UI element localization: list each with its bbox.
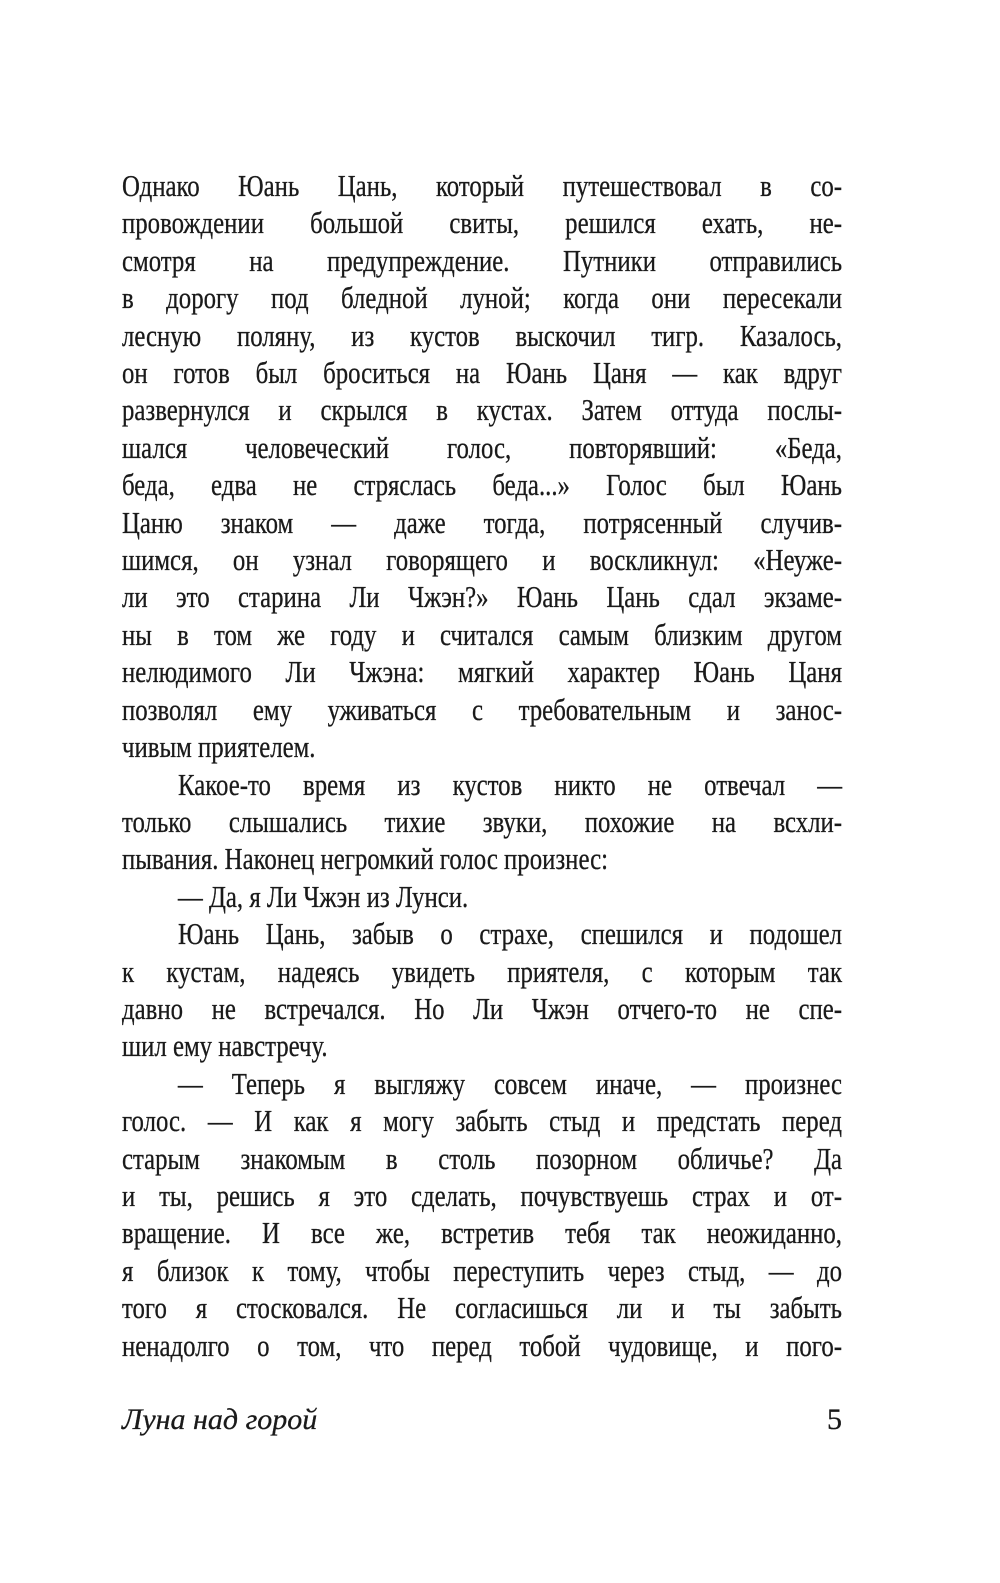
- text-line: давно не встречался. Но Ли Чжэн отчего-то не спе-: [122, 990, 842, 1026]
- text-line: беда, едва не стряслась беда...» Голос был Юань: [122, 467, 842, 503]
- text-line: ли это старина Ли Чжэн?» Юань Цань сдал экзаме-: [122, 579, 842, 615]
- text-line: пывания. Наконец негромкий голос произнес:: [122, 841, 608, 877]
- text-line: шался человеческий голос, повторявший: «Беда,: [122, 429, 842, 465]
- text-line: Цаню знаком — даже тогда, потрясенный случив-: [122, 504, 842, 540]
- page-number: 5: [827, 1403, 842, 1436]
- text-line: он готов был броситься на Юань Цаня — как вдруг: [122, 355, 842, 391]
- text-line: развернулся и скрылся в кустах. Затем оттуда послы-: [122, 392, 842, 428]
- text-line: Юань Цань, забыв о страхе, спешился и подошел: [178, 916, 842, 952]
- text-line: старым знакомым в столь позорном обличье? Да: [122, 1140, 842, 1176]
- text-line: — Да, я Ли Чжэн из Лунси.: [178, 878, 469, 914]
- text-line: в дорогу под бледной луной; когда они пересекали: [122, 280, 842, 316]
- text-line: — Теперь я выгляжу совсем иначе, — произнес: [178, 1065, 842, 1101]
- text-line: нелюдимого Ли Чжэна: мягкий характер Юань Цаня: [122, 654, 842, 690]
- text-line: ны в том же году и считался самым близким другом: [122, 616, 842, 652]
- page-footer: [122, 1401, 842, 1438]
- text-line: к кустам, надеясь увидеть приятеля, с которым так: [122, 953, 842, 989]
- text-line: только слышались тихие звуки, похожие на всхли-: [122, 803, 842, 839]
- text-line: Какое-то время из кустов никто не отвечал —: [178, 766, 842, 802]
- text-line: Однако Юань Цань, который путешествовал в со-: [122, 168, 842, 203]
- text-line: шимся, он узнал говорящего и воскликнул: «Неуже-: [122, 542, 842, 578]
- text-line: я близок к тому, чтобы переступить через стыд, — до: [122, 1252, 842, 1288]
- running-title: Луна над горой: [122, 1403, 318, 1436]
- text-line: шил ему навстречу.: [122, 1028, 328, 1064]
- text-line: того я стосковался. Не согласишься ли и ты забыть: [122, 1290, 842, 1326]
- page-text-block: [122, 167, 842, 1364]
- text-line: смотря на предупреждение. Путники отправились: [122, 242, 842, 278]
- text-line: и ты, решись я это сделать, почувствуешь страх и от-: [122, 1177, 842, 1213]
- text-line: лесную поляну, из кустов выскочил тигр. Казалось,: [122, 317, 842, 353]
- text-line: позволял ему уживаться с требовательным и занос-: [122, 691, 842, 727]
- text-line: чивым приятелем.: [122, 729, 316, 765]
- text-line: провождении большой свиты, решился ехать, не-: [122, 205, 842, 241]
- text-line: голос. — И как я могу забыть стыд и предстать перед: [122, 1103, 842, 1139]
- text-line: ненадолго о том, что перед тобой чудовище, и пого-: [122, 1327, 842, 1363]
- text-line: вращение. И все же, встретив тебя так неожиданно,: [122, 1215, 842, 1251]
